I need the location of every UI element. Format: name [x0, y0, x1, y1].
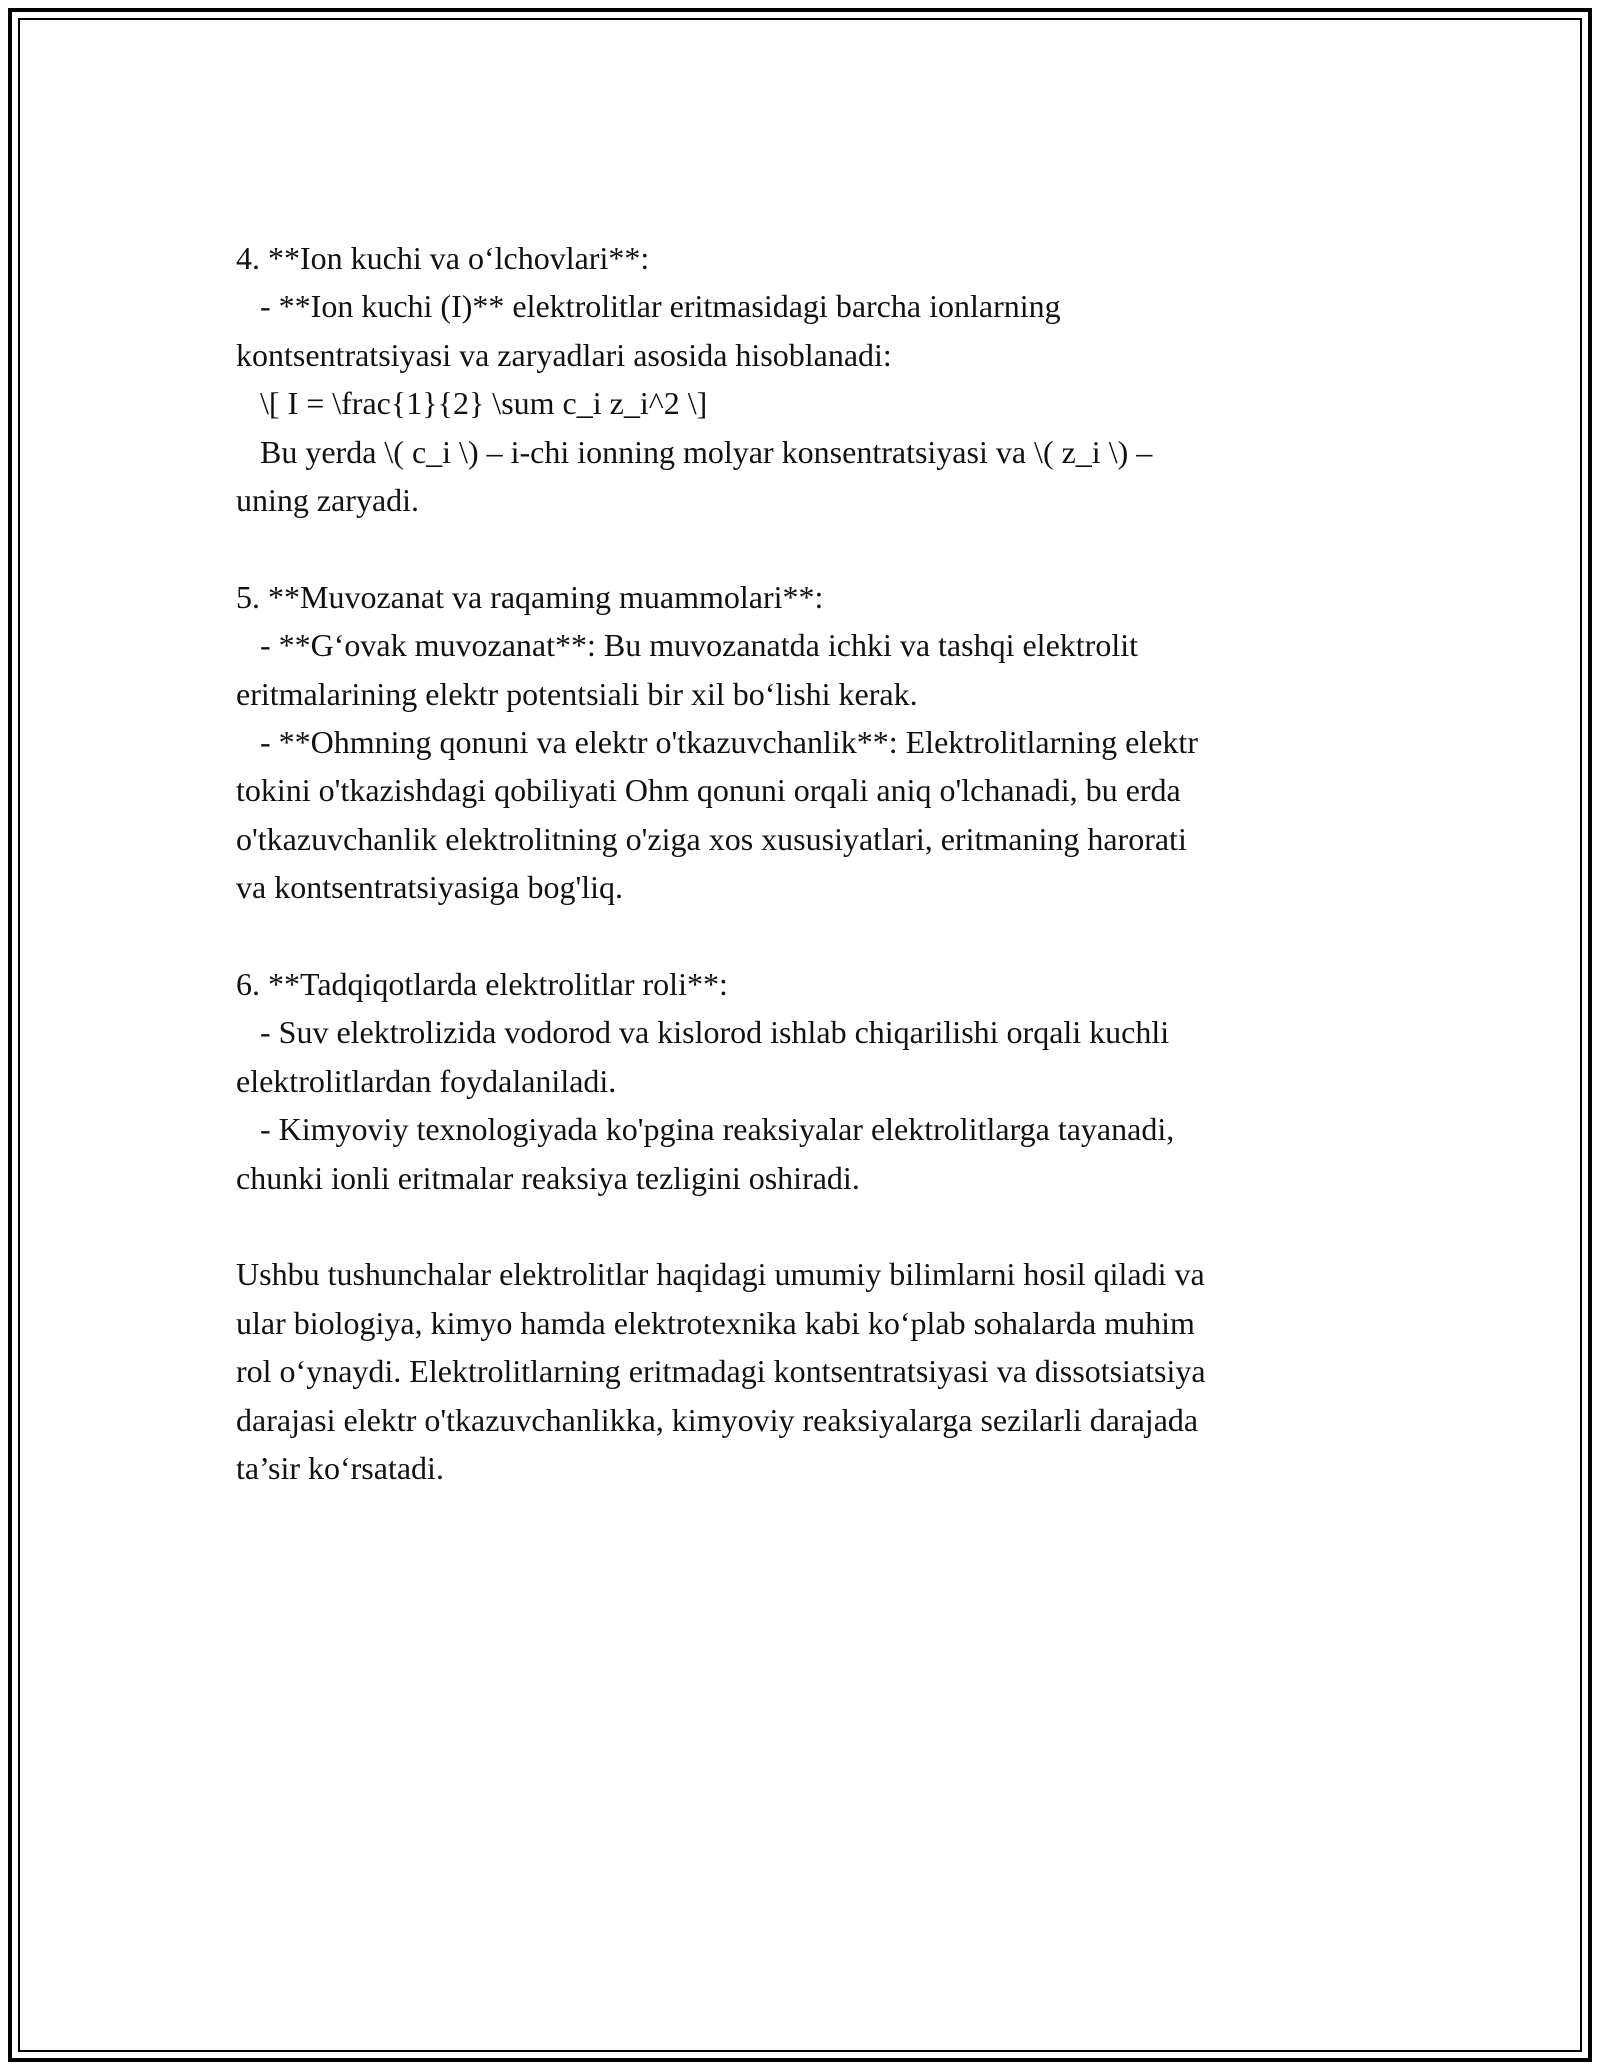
text-line: uning zaryadi.: [236, 482, 420, 519]
text-line: chunki ionli eritmalar reaksiya tezligini oshiradi.: [236, 1159, 860, 1196]
text-line: eritmalarining elektr potentsiali bir xil bo‘lishi kerak.: [236, 675, 918, 712]
section-heading: 6. **Tadqiqotlarda elektrolitlar roli**:: [236, 966, 728, 1003]
document-body: [236, 234, 1366, 1493]
conclusion-paragraph: [236, 1250, 1366, 1492]
text-line: rol o‘ynaydi. Elektrolitlarning eritmadagi kontsentratsiyasi va dissotsiatsiya: [236, 1353, 1206, 1390]
text-line: va kontsentratsiyasiga bog'liq.: [236, 869, 624, 906]
text-line: kontsentratsiyasi va zaryadlari asosida hisoblanadi:: [236, 336, 892, 373]
text-line: - Kimyoviy texnologiyada ko'pgina reaksiyalar elektrolitlarga tayanadi,: [236, 1111, 1175, 1148]
section-heading: 5. **Muvozanat va raqaming muammolari**:: [236, 578, 824, 615]
section-equilibrium: [236, 573, 1366, 912]
text-line: ular biologiya, kimyo hamda elektrotexnika kabi ko‘plab sohalarda muhim: [236, 1304, 1195, 1341]
text-line: - **Ion kuchi (I)** elektrolitlar eritmasidagi barcha ionlarning: [236, 288, 1061, 325]
text-line: - **Ohmning qonuni va elektr o'tkazuvchanlik**: Elektrolitlarning elektr: [236, 724, 1198, 761]
text-line: - **G‘ovak muvozanat**: Bu muvozanatda ichki va tashqi elektrolit: [236, 627, 1138, 664]
text-line: Ushbu tushunchalar elektrolitlar haqidagi umumiy bilimlarni hosil qiladi va: [236, 1256, 1205, 1293]
text-line: elektrolitlardan foydalaniladi.: [236, 1062, 617, 1099]
text-line: ta’sir ko‘rsatadi.: [236, 1450, 444, 1487]
section-heading: 4. **Ion kuchi va o‘lchovlari**:: [236, 240, 650, 276]
text-line: - Suv elektrolizida vodorod va kislorod ishlab chiqarilishi orqali kuchli: [236, 1014, 1170, 1051]
text-line: darajasi elektr o'tkazuvchanlikka, kimyoviy reaksiyalarga sezilarli darajada: [236, 1401, 1199, 1438]
text-line: Bu yerda \( c_i \) – i-chi ionning molyar konsentratsiyasi va \( z_i \) –: [236, 433, 1153, 470]
text-line: tokini o'tkazishdagi qobiliyati Ohm qonuni orqali aniq o'lchanadi, bu erda: [236, 772, 1181, 809]
text-line: o'tkazuvchanlik elektrolitning o'ziga xos xususiyatlari, eritmaning harorati: [236, 820, 1187, 857]
section-research-role: [236, 960, 1366, 1202]
formula-line: \[ I = \frac{1}{2} \sum c_i z_i^2 \]: [236, 385, 708, 422]
section-ion-strength: [236, 234, 1366, 524]
